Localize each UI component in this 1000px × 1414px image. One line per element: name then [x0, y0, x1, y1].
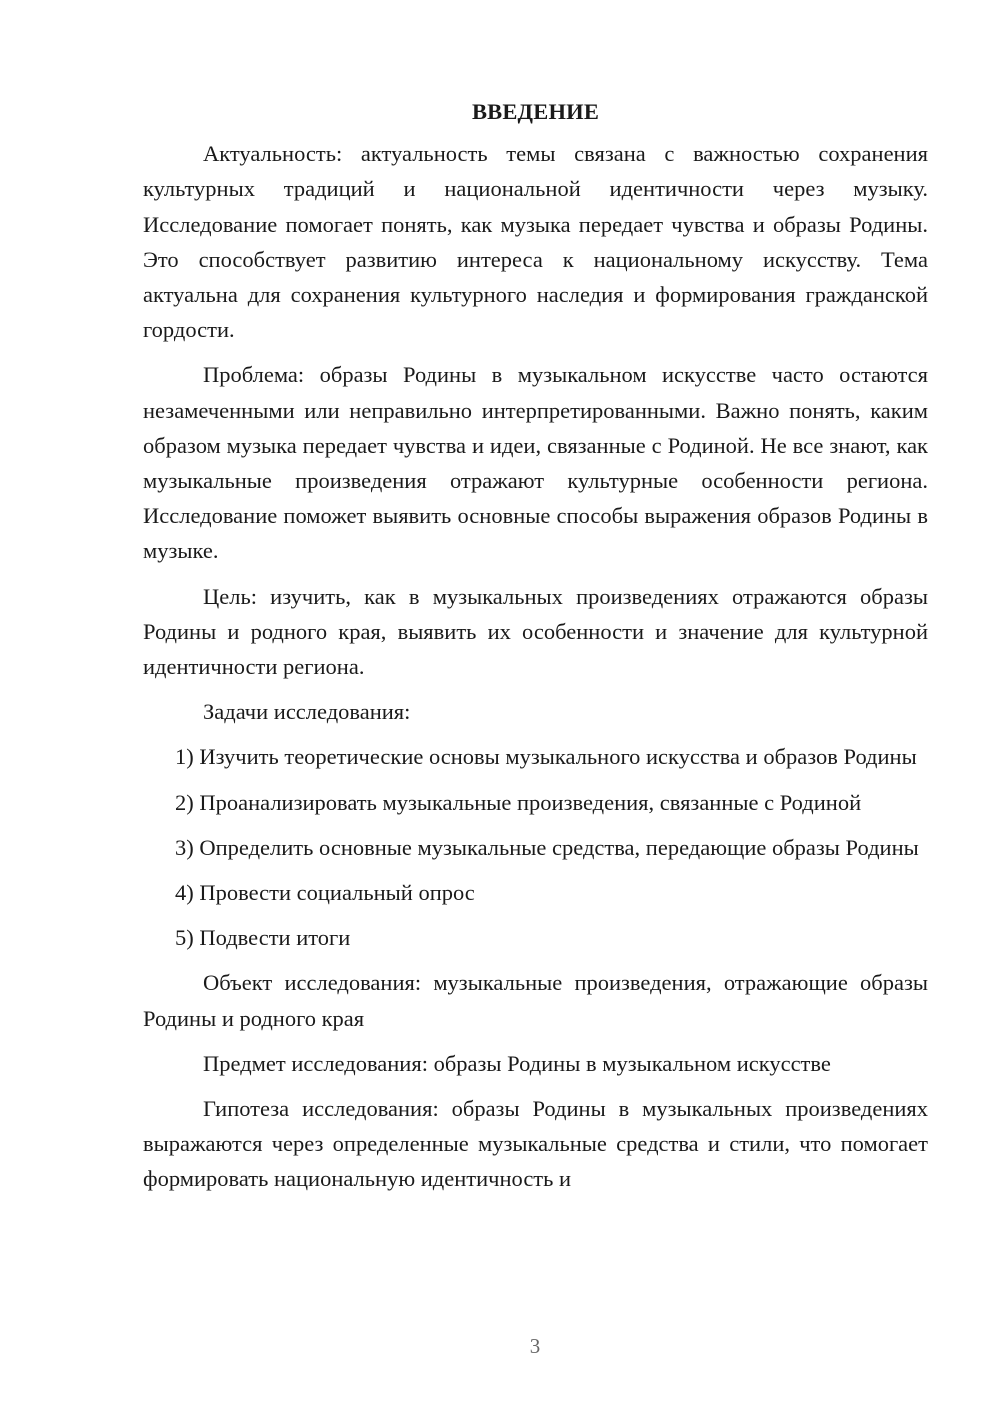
task-item-2: 2) Проанализировать музыкальные произведения, связанные с Родиной [175, 789, 862, 815]
task-item-4: 4) Провести социальный опрос [175, 880, 475, 906]
object-paragraph: Объект исследования: музыкальные произведения, отражающие образы Родины и родного края [143, 970, 928, 1031]
page-content [143, 94, 928, 1197]
section-title: ВВЕДЕНИЕ [471, 99, 600, 124]
goal-paragraph: Цель: изучить, как в музыкальных произведениях отражаются образы Родины и родного края, выявить их особенности и значение для культурной идентичности региона. [143, 583, 928, 680]
hypothesis-paragraph: Гипотеза исследования: образы Родины в музыкальных произведениях выражаются через определенные музыкальные средства и стили, что помогает формировать национальную идентичность и [143, 1096, 928, 1192]
task-item-5: 5) Подвести итоги [175, 925, 351, 951]
problem-paragraph: Проблема: образы Родины в музыкальном искусстве часто остаются незамеченными или неправильно интерпретированными. Важно понять, каким образом музыка передает чувства и идеи, связанные с Родиной. Не все знают, как музыкальные произведения отражают культурные особенности региона. Исследование поможет выявить основные способы выражения образов Родины в музыке. [143, 362, 928, 564]
relevance-paragraph: Актуальность: актуальность темы связана с важностью сохранения культурных традиций и национальной идентичности через музыку. Исследование помогает понять, как музыка передает чувства и образы Родины. Это способствует развитию интереса к национальному искусству. Тема актуальна для сохранения культурного наследия и формирования гражданской гордости. [143, 141, 928, 343]
subject-paragraph: Предмет исследования: образы Родины в музыкальном искусстве [203, 1050, 831, 1076]
task-item-1: 1) Изучить теоретические основы музыкального искусства и образов Родины [175, 744, 917, 770]
task-item-3: 3) Определить основные музыкальные средства, передающие образы Родины [175, 834, 919, 860]
page-number: 3 [529, 1334, 541, 1358]
tasks-heading: Задачи исследования: [203, 699, 411, 725]
